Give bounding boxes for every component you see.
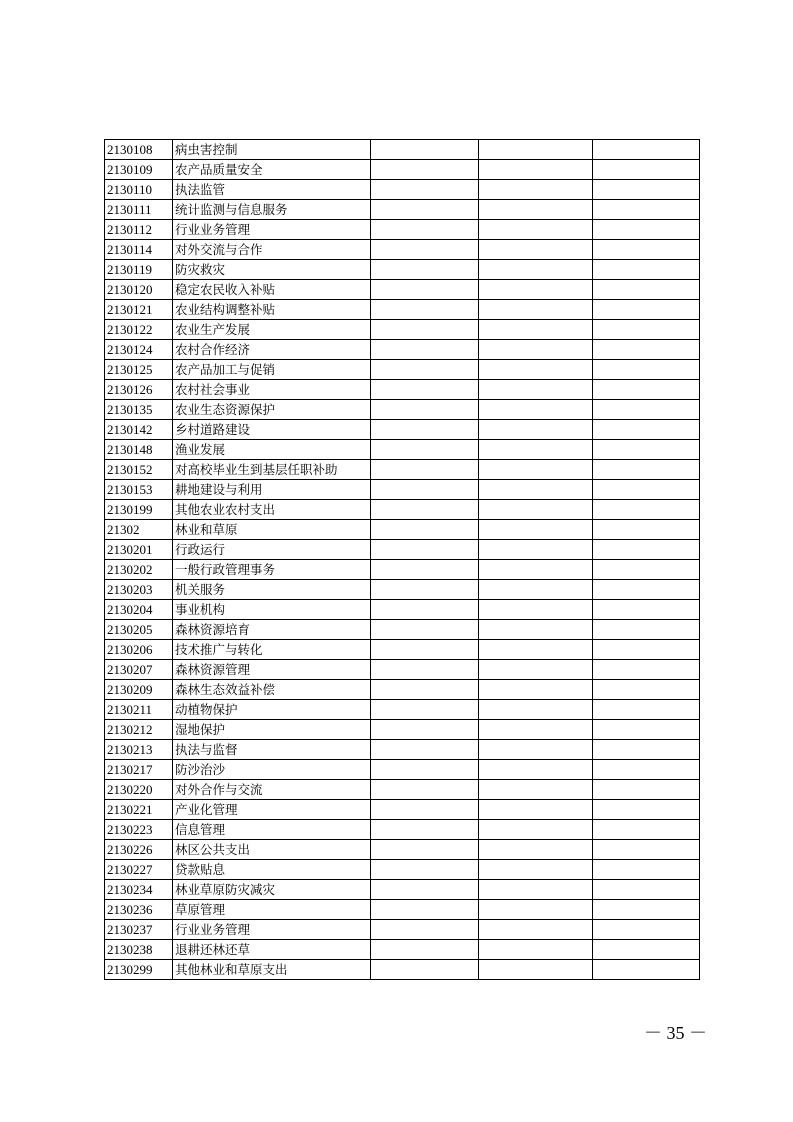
amount-cell-3	[593, 280, 700, 300]
subject-code-cell: 2130153	[105, 480, 173, 500]
amount-cell-2	[479, 600, 593, 620]
amount-cell-1	[371, 700, 479, 720]
subject-code-cell: 2130122	[105, 320, 173, 340]
amount-cell-1	[371, 820, 479, 840]
amount-cell-1	[371, 420, 479, 440]
amount-cell-2	[479, 460, 593, 480]
subject-name-cell: 事业机构	[173, 600, 371, 620]
amount-cell-3	[593, 740, 700, 760]
subject-code-cell: 2130217	[105, 760, 173, 780]
subject-name-cell: 稳定农民收入补贴	[173, 280, 371, 300]
subject-name-cell: 林业和草原	[173, 520, 371, 540]
amount-cell-2	[479, 760, 593, 780]
table-row	[105, 140, 700, 160]
table-row	[105, 480, 700, 500]
amount-cell-2	[479, 820, 593, 840]
subject-name-cell: 乡村道路建设	[173, 420, 371, 440]
amount-cell-2	[479, 360, 593, 380]
subject-code-cell: 2130220	[105, 780, 173, 800]
amount-cell-1	[371, 860, 479, 880]
amount-cell-2	[479, 300, 593, 320]
subject-name-cell: 林业草原防灾减灾	[173, 880, 371, 900]
table-body	[105, 140, 700, 980]
amount-cell-1	[371, 440, 479, 460]
amount-cell-2	[479, 180, 593, 200]
amount-cell-3	[593, 800, 700, 820]
table-row	[105, 900, 700, 920]
amount-cell-1	[371, 320, 479, 340]
amount-cell-1	[371, 900, 479, 920]
subject-name-cell: 防沙治沙	[173, 760, 371, 780]
subject-name-cell: 农村社会事业	[173, 380, 371, 400]
subject-name-cell: 农村合作经济	[173, 340, 371, 360]
amount-cell-3	[593, 720, 700, 740]
subject-name-cell: 农业结构调整补贴	[173, 300, 371, 320]
amount-cell-3	[593, 560, 700, 580]
subject-code-cell: 2130205	[105, 620, 173, 640]
amount-cell-2	[479, 340, 593, 360]
subject-code-cell: 2130120	[105, 280, 173, 300]
subject-name-cell: 退耕还林还草	[173, 940, 371, 960]
subject-code-cell: 2130236	[105, 900, 173, 920]
table-row	[105, 920, 700, 940]
amount-cell-2	[479, 260, 593, 280]
subject-name-cell: 统计监测与信息服务	[173, 200, 371, 220]
amount-cell-1	[371, 720, 479, 740]
subject-name-cell: 行业业务管理	[173, 220, 371, 240]
amount-cell-1	[371, 400, 479, 420]
table-row	[105, 420, 700, 440]
amount-cell-3	[593, 680, 700, 700]
amount-cell-3	[593, 380, 700, 400]
subject-code-cell: 2130135	[105, 400, 173, 420]
subject-name-cell: 动植物保护	[173, 700, 371, 720]
amount-cell-1	[371, 560, 479, 580]
subject-name-cell: 森林资源培育	[173, 620, 371, 640]
subject-name-cell: 农产品加工与促销	[173, 360, 371, 380]
subject-code-cell: 2130126	[105, 380, 173, 400]
amount-cell-1	[371, 620, 479, 640]
amount-cell-1	[371, 280, 479, 300]
amount-cell-3	[593, 660, 700, 680]
amount-cell-1	[371, 740, 479, 760]
table-row	[105, 300, 700, 320]
subject-name-cell: 草原管理	[173, 900, 371, 920]
amount-cell-2	[479, 200, 593, 220]
amount-cell-3	[593, 160, 700, 180]
table-row	[105, 780, 700, 800]
amount-cell-3	[593, 500, 700, 520]
amount-cell-3	[593, 240, 700, 260]
amount-cell-1	[371, 500, 479, 520]
amount-cell-1	[371, 660, 479, 680]
table-row	[105, 760, 700, 780]
amount-cell-2	[479, 400, 593, 420]
table-row	[105, 340, 700, 360]
amount-cell-1	[371, 920, 479, 940]
subject-code-cell: 2130142	[105, 420, 173, 440]
amount-cell-3	[593, 700, 700, 720]
table-row	[105, 600, 700, 620]
subject-code-cell: 2130111	[105, 200, 173, 220]
amount-cell-3	[593, 440, 700, 460]
subject-code-cell: 2130201	[105, 540, 173, 560]
amount-cell-2	[479, 720, 593, 740]
table-row	[105, 580, 700, 600]
amount-cell-1	[371, 540, 479, 560]
subject-code-cell: 21302	[105, 520, 173, 540]
table-row	[105, 260, 700, 280]
subject-name-cell: 对外合作与交流	[173, 780, 371, 800]
table-row	[105, 960, 700, 980]
amount-cell-2	[479, 240, 593, 260]
subject-name-cell: 林区公共支出	[173, 840, 371, 860]
subject-code-cell: 2130238	[105, 940, 173, 960]
amount-cell-1	[371, 780, 479, 800]
subject-code-cell: 2130119	[105, 260, 173, 280]
table-row	[105, 240, 700, 260]
subject-name-cell: 农业生产发展	[173, 320, 371, 340]
table-row	[105, 440, 700, 460]
subject-code-cell: 2130125	[105, 360, 173, 380]
subject-name-cell: 农产品质量安全	[173, 160, 371, 180]
table-row	[105, 460, 700, 480]
page-number: － 35 －	[644, 1023, 707, 1043]
subject-code-cell: 2130109	[105, 160, 173, 180]
amount-cell-2	[479, 780, 593, 800]
amount-cell-1	[371, 580, 479, 600]
subject-name-cell: 渔业发展	[173, 440, 371, 460]
subject-name-cell: 湿地保护	[173, 720, 371, 740]
table-row	[105, 820, 700, 840]
amount-cell-3	[593, 400, 700, 420]
subject-code-cell: 2130207	[105, 660, 173, 680]
table-row	[105, 500, 700, 520]
amount-cell-1	[371, 460, 479, 480]
table-row	[105, 700, 700, 720]
amount-cell-2	[479, 860, 593, 880]
subject-code-cell: 2130206	[105, 640, 173, 660]
subject-name-cell: 耕地建设与利用	[173, 480, 371, 500]
subject-code-cell: 2130152	[105, 460, 173, 480]
amount-cell-1	[371, 880, 479, 900]
table-row	[105, 320, 700, 340]
amount-cell-1	[371, 260, 479, 280]
amount-cell-1	[371, 840, 479, 860]
subject-name-cell: 病虫害控制	[173, 140, 371, 160]
subject-name-cell: 其他农业农村支出	[173, 500, 371, 520]
amount-cell-3	[593, 580, 700, 600]
amount-cell-2	[479, 480, 593, 500]
amount-cell-1	[371, 480, 479, 500]
amount-cell-3	[593, 820, 700, 840]
subject-name-cell: 技术推广与转化	[173, 640, 371, 660]
amount-cell-3	[593, 520, 700, 540]
subject-code-cell: 2130237	[105, 920, 173, 940]
amount-cell-2	[479, 880, 593, 900]
amount-cell-3	[593, 600, 700, 620]
subject-code-cell: 2130204	[105, 600, 173, 620]
amount-cell-3	[593, 620, 700, 640]
amount-cell-3	[593, 180, 700, 200]
subject-name-cell: 产业化管理	[173, 800, 371, 820]
amount-cell-3	[593, 760, 700, 780]
amount-cell-1	[371, 520, 479, 540]
amount-cell-2	[479, 580, 593, 600]
amount-cell-3	[593, 840, 700, 860]
subject-code-cell: 2130124	[105, 340, 173, 360]
amount-cell-2	[479, 420, 593, 440]
amount-cell-1	[371, 960, 479, 980]
subject-code-cell: 2130199	[105, 500, 173, 520]
amount-cell-2	[479, 900, 593, 920]
table-row	[105, 380, 700, 400]
table-row	[105, 280, 700, 300]
amount-cell-3	[593, 220, 700, 240]
subject-name-cell: 执法与监督	[173, 740, 371, 760]
subject-code-cell: 2130299	[105, 960, 173, 980]
subject-name-cell: 对外交流与合作	[173, 240, 371, 260]
subject-code-cell: 2130234	[105, 880, 173, 900]
table-row	[105, 560, 700, 580]
table-row	[105, 860, 700, 880]
subject-name-cell: 行政运行	[173, 540, 371, 560]
amount-cell-3	[593, 460, 700, 480]
amount-cell-3	[593, 920, 700, 940]
amount-cell-1	[371, 300, 479, 320]
budget-table	[104, 139, 700, 980]
table-row	[105, 680, 700, 700]
amount-cell-2	[479, 660, 593, 680]
amount-cell-2	[479, 320, 593, 340]
subject-code-cell: 2130221	[105, 800, 173, 820]
table-row	[105, 880, 700, 900]
subject-name-cell: 信息管理	[173, 820, 371, 840]
table-row	[105, 620, 700, 640]
amount-cell-1	[371, 680, 479, 700]
amount-cell-3	[593, 900, 700, 920]
table-row	[105, 640, 700, 660]
amount-cell-2	[479, 220, 593, 240]
amount-cell-1	[371, 160, 479, 180]
amount-cell-2	[479, 700, 593, 720]
amount-cell-2	[479, 800, 593, 820]
amount-cell-1	[371, 180, 479, 200]
amount-cell-3	[593, 780, 700, 800]
subject-name-cell: 行业业务管理	[173, 920, 371, 940]
table-row	[105, 180, 700, 200]
amount-cell-2	[479, 160, 593, 180]
amount-cell-3	[593, 960, 700, 980]
amount-cell-1	[371, 600, 479, 620]
amount-cell-1	[371, 760, 479, 780]
subject-code-cell: 2130213	[105, 740, 173, 760]
amount-cell-1	[371, 640, 479, 660]
table-row	[105, 160, 700, 180]
amount-cell-3	[593, 860, 700, 880]
amount-cell-3	[593, 940, 700, 960]
amount-cell-1	[371, 940, 479, 960]
amount-cell-3	[593, 880, 700, 900]
subject-name-cell: 一般行政管理事务	[173, 560, 371, 580]
amount-cell-1	[371, 200, 479, 220]
table-row	[105, 740, 700, 760]
amount-cell-2	[479, 280, 593, 300]
amount-cell-1	[371, 380, 479, 400]
amount-cell-3	[593, 640, 700, 660]
subject-name-cell: 森林生态效益补偿	[173, 680, 371, 700]
subject-name-cell: 农业生态资源保护	[173, 400, 371, 420]
amount-cell-2	[479, 940, 593, 960]
subject-code-cell: 2130203	[105, 580, 173, 600]
amount-cell-2	[479, 640, 593, 660]
amount-cell-2	[479, 740, 593, 760]
subject-code-cell: 2130121	[105, 300, 173, 320]
subject-code-cell: 2130227	[105, 860, 173, 880]
amount-cell-3	[593, 540, 700, 560]
subject-name-cell: 机关服务	[173, 580, 371, 600]
amount-cell-1	[371, 240, 479, 260]
table-row	[105, 720, 700, 740]
amount-cell-1	[371, 360, 479, 380]
amount-cell-2	[479, 560, 593, 580]
subject-code-cell: 2130223	[105, 820, 173, 840]
subject-code-cell: 2130148	[105, 440, 173, 460]
subject-code-cell: 2130212	[105, 720, 173, 740]
amount-cell-2	[479, 680, 593, 700]
amount-cell-3	[593, 480, 700, 500]
amount-cell-3	[593, 320, 700, 340]
subject-code-cell: 2130226	[105, 840, 173, 860]
amount-cell-2	[479, 840, 593, 860]
table-row	[105, 220, 700, 240]
amount-cell-3	[593, 140, 700, 160]
subject-name-cell: 贷款贴息	[173, 860, 371, 880]
amount-cell-2	[479, 140, 593, 160]
amount-cell-3	[593, 260, 700, 280]
amount-cell-1	[371, 800, 479, 820]
subject-code-cell: 2130114	[105, 240, 173, 260]
subject-name-cell: 森林资源管理	[173, 660, 371, 680]
subject-code-cell: 2130108	[105, 140, 173, 160]
amount-cell-3	[593, 340, 700, 360]
amount-cell-3	[593, 420, 700, 440]
subject-name-cell: 对高校毕业生到基层任职补助	[173, 460, 371, 480]
amount-cell-2	[479, 440, 593, 460]
table-row	[105, 400, 700, 420]
subject-code-cell: 2130211	[105, 700, 173, 720]
table-row	[105, 200, 700, 220]
table-row	[105, 660, 700, 680]
amount-cell-3	[593, 360, 700, 380]
table-row	[105, 540, 700, 560]
subject-code-cell: 2130209	[105, 680, 173, 700]
subject-code-cell: 2130202	[105, 560, 173, 580]
subject-name-cell: 其他林业和草原支出	[173, 960, 371, 980]
subject-code-cell: 2130112	[105, 220, 173, 240]
amount-cell-1	[371, 340, 479, 360]
amount-cell-3	[593, 200, 700, 220]
amount-cell-2	[479, 920, 593, 940]
subject-code-cell: 2130110	[105, 180, 173, 200]
amount-cell-2	[479, 620, 593, 640]
table-row	[105, 360, 700, 380]
amount-cell-1	[371, 140, 479, 160]
amount-cell-2	[479, 380, 593, 400]
subject-name-cell: 防灾救灾	[173, 260, 371, 280]
amount-cell-2	[479, 960, 593, 980]
amount-cell-3	[593, 300, 700, 320]
table-row	[105, 940, 700, 960]
subject-name-cell: 执法监管	[173, 180, 371, 200]
amount-cell-2	[479, 520, 593, 540]
table-row	[105, 800, 700, 820]
table-row	[105, 840, 700, 860]
amount-cell-1	[371, 220, 479, 240]
amount-cell-2	[479, 540, 593, 560]
amount-cell-2	[479, 500, 593, 520]
table-row	[105, 520, 700, 540]
